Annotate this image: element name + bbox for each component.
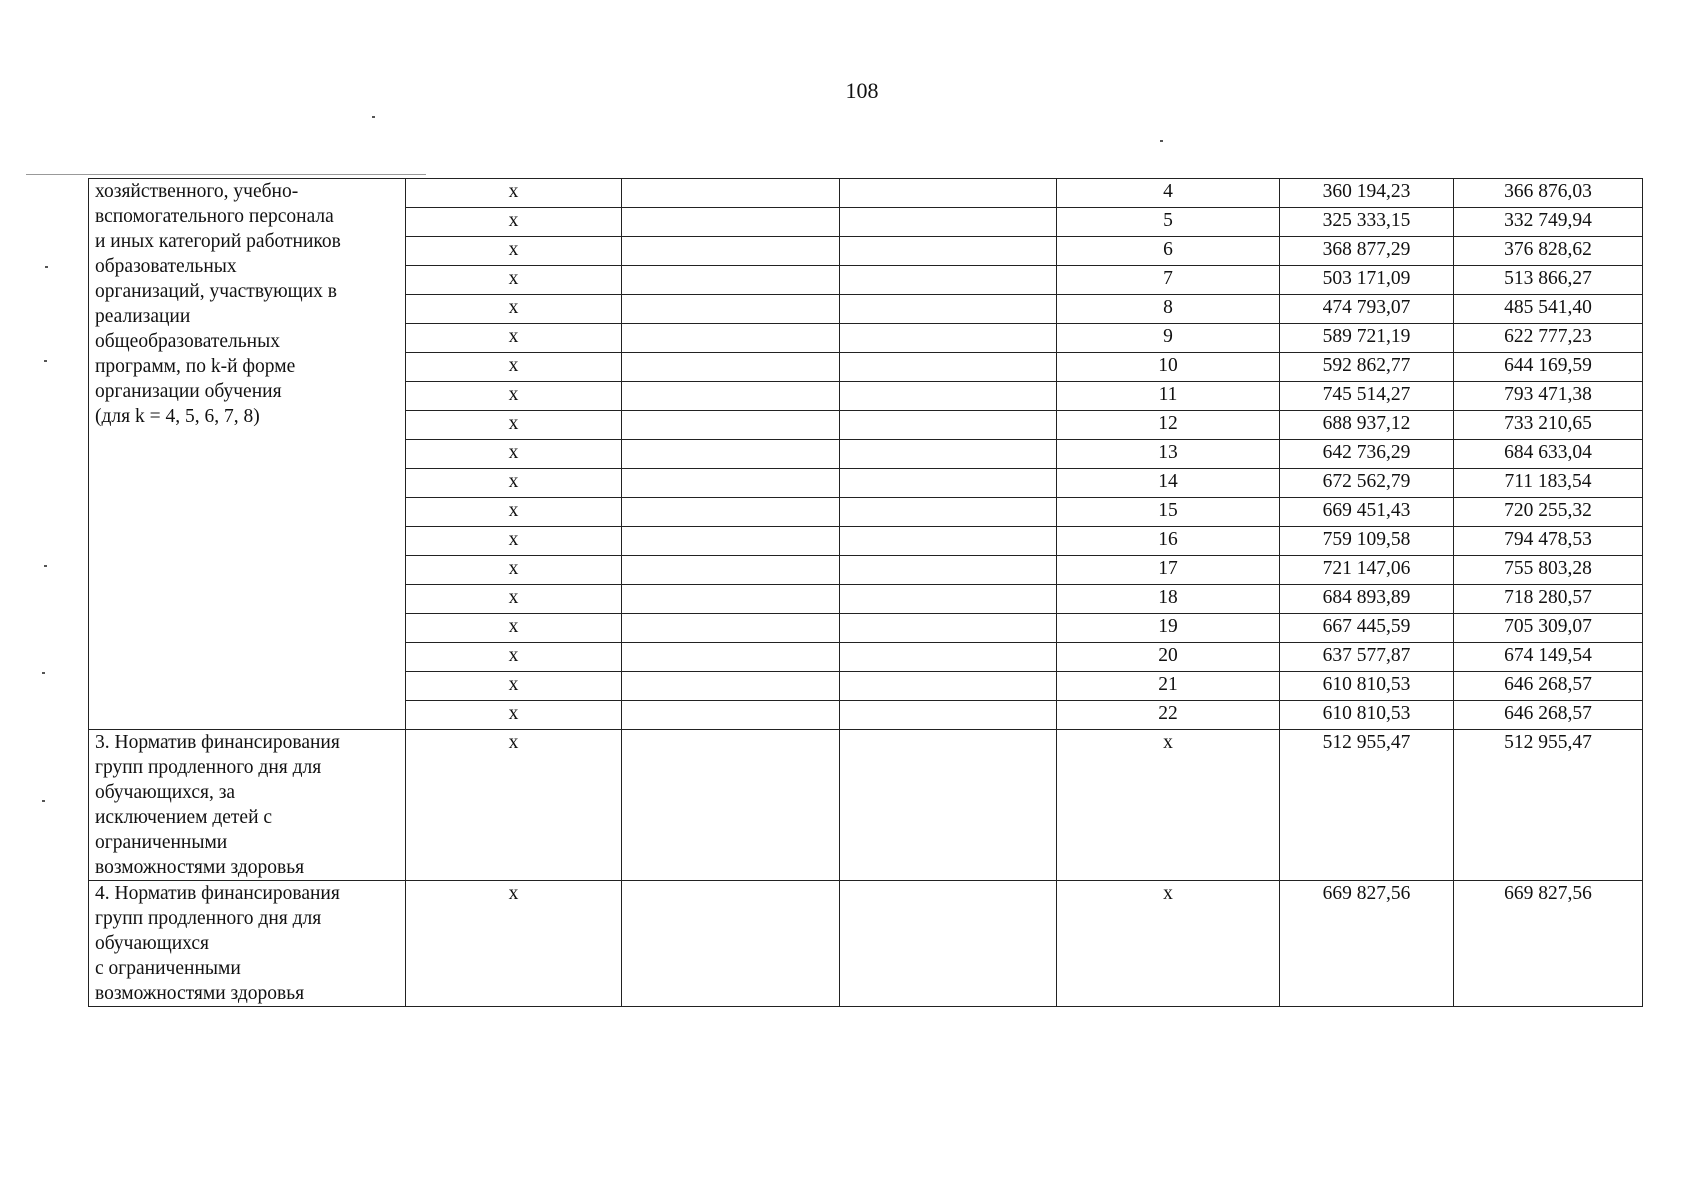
description-line: возможностями здоровья bbox=[95, 983, 305, 1004]
scan-line bbox=[26, 174, 426, 175]
table-row-section4 bbox=[89, 881, 1643, 1007]
empty-cell bbox=[622, 585, 840, 614]
x-mark-cell: х bbox=[406, 411, 622, 440]
empty-cell bbox=[840, 527, 1057, 556]
value-cell-2: 332 749,94 bbox=[1454, 208, 1643, 237]
value-cell-2: 376 828,62 bbox=[1454, 237, 1643, 266]
value-cell-2: 513 866,27 bbox=[1454, 266, 1643, 295]
value-cell-2: 705 309,07 bbox=[1454, 614, 1643, 643]
empty-cell bbox=[840, 411, 1057, 440]
value-cell-1: 610 810,53 bbox=[1280, 701, 1454, 730]
x-mark-cell: х bbox=[406, 730, 622, 881]
empty-cell bbox=[840, 556, 1057, 585]
value-cell-2: 485 541,40 bbox=[1454, 295, 1643, 324]
empty-cell bbox=[622, 469, 840, 498]
description-line: программ, по k-й форме bbox=[95, 356, 296, 377]
value-cell-2: 720 255,32 bbox=[1454, 498, 1643, 527]
value-cell-2: 366 876,03 bbox=[1454, 179, 1643, 208]
empty-cell bbox=[840, 643, 1057, 672]
x-mark-cell: х bbox=[406, 237, 622, 266]
x-mark-cell: х bbox=[406, 382, 622, 411]
k-index-cell: 13 bbox=[1057, 440, 1280, 469]
empty-cell bbox=[622, 353, 840, 382]
empty-cell bbox=[622, 440, 840, 469]
x-mark-cell: х bbox=[406, 469, 622, 498]
value-cell-2: 646 268,57 bbox=[1454, 672, 1643, 701]
financing-table bbox=[88, 178, 1643, 1007]
k-index-cell: 17 bbox=[1057, 556, 1280, 585]
empty-cell bbox=[622, 672, 840, 701]
empty-cell bbox=[622, 881, 840, 1007]
value-cell-2: 755 803,28 bbox=[1454, 556, 1643, 585]
description-line: 4. Норматив финансирования bbox=[95, 883, 340, 904]
description-line: и иных категорий работников bbox=[95, 231, 341, 252]
empty-cell bbox=[840, 672, 1057, 701]
x-mark-cell: х bbox=[406, 440, 622, 469]
empty-cell bbox=[840, 701, 1057, 730]
empty-cell bbox=[622, 730, 840, 881]
k-index-cell: х bbox=[1057, 881, 1280, 1007]
value-cell-1: 745 514,27 bbox=[1280, 382, 1454, 411]
value-cell-1: 474 793,07 bbox=[1280, 295, 1454, 324]
empty-cell bbox=[622, 324, 840, 353]
scan-speck bbox=[45, 266, 48, 268]
description-line: обучающихся bbox=[95, 933, 209, 954]
value-cell-1: 669 827,56 bbox=[1280, 881, 1454, 1007]
description-line: ограниченными bbox=[95, 832, 228, 853]
table-row bbox=[89, 179, 1643, 208]
empty-cell bbox=[622, 556, 840, 585]
k-index-cell: х bbox=[1057, 730, 1280, 881]
x-mark-cell: х bbox=[406, 295, 622, 324]
empty-cell bbox=[840, 324, 1057, 353]
empty-cell bbox=[622, 237, 840, 266]
value-cell-2: 669 827,56 bbox=[1454, 881, 1643, 1007]
table-row-section3 bbox=[89, 730, 1643, 881]
value-cell-1: 512 955,47 bbox=[1280, 730, 1454, 881]
empty-cell bbox=[840, 730, 1057, 881]
empty-cell bbox=[840, 382, 1057, 411]
empty-cell bbox=[622, 382, 840, 411]
row-description bbox=[89, 730, 406, 881]
x-mark-cell: х bbox=[406, 881, 622, 1007]
k-index-cell: 8 bbox=[1057, 295, 1280, 324]
empty-cell bbox=[840, 237, 1057, 266]
description-line: организации обучения bbox=[95, 381, 282, 402]
value-cell-2: 711 183,54 bbox=[1454, 469, 1643, 498]
empty-cell bbox=[840, 440, 1057, 469]
k-index-cell: 4 bbox=[1057, 179, 1280, 208]
empty-cell bbox=[622, 643, 840, 672]
value-cell-2: 512 955,47 bbox=[1454, 730, 1643, 881]
description-line: хозяйственного, учебно- bbox=[95, 181, 299, 202]
empty-cell bbox=[622, 527, 840, 556]
k-index-cell: 20 bbox=[1057, 643, 1280, 672]
x-mark-cell: х bbox=[406, 701, 622, 730]
value-cell-1: 610 810,53 bbox=[1280, 672, 1454, 701]
value-cell-1: 669 451,43 bbox=[1280, 498, 1454, 527]
description-line: организаций, участвующих в bbox=[95, 281, 337, 302]
empty-cell bbox=[840, 614, 1057, 643]
k-index-cell: 16 bbox=[1057, 527, 1280, 556]
scan-speck bbox=[44, 565, 47, 567]
value-cell-1: 672 562,79 bbox=[1280, 469, 1454, 498]
scan-speck bbox=[42, 800, 45, 802]
description-line: реализации bbox=[95, 306, 191, 327]
k-index-cell: 18 bbox=[1057, 585, 1280, 614]
x-mark-cell: х bbox=[406, 527, 622, 556]
x-mark-cell: х bbox=[406, 208, 622, 237]
empty-cell bbox=[622, 208, 840, 237]
x-mark-cell: х bbox=[406, 643, 622, 672]
description-line: общеобразовательных bbox=[95, 331, 280, 352]
value-cell-1: 325 333,15 bbox=[1280, 208, 1454, 237]
description-line: групп продленного дня для bbox=[95, 757, 322, 778]
value-cell-1: 688 937,12 bbox=[1280, 411, 1454, 440]
value-cell-2: 622 777,23 bbox=[1454, 324, 1643, 353]
x-mark-cell: х bbox=[406, 179, 622, 208]
page-number: 108 bbox=[845, 78, 879, 103]
x-mark-cell: х bbox=[406, 556, 622, 585]
value-cell-2: 718 280,57 bbox=[1454, 585, 1643, 614]
empty-cell bbox=[622, 411, 840, 440]
value-cell-2: 674 149,54 bbox=[1454, 643, 1643, 672]
k-index-cell: 5 bbox=[1057, 208, 1280, 237]
empty-cell bbox=[840, 208, 1057, 237]
x-mark-cell: х bbox=[406, 353, 622, 382]
scan-speck bbox=[1160, 140, 1163, 142]
description-line: с ограниченными bbox=[95, 958, 241, 979]
k-index-cell: 9 bbox=[1057, 324, 1280, 353]
empty-cell bbox=[840, 295, 1057, 324]
value-cell-2: 733 210,65 bbox=[1454, 411, 1643, 440]
x-mark-cell: х bbox=[406, 614, 622, 643]
empty-cell bbox=[622, 266, 840, 295]
value-cell-1: 592 862,77 bbox=[1280, 353, 1454, 382]
description-line: групп продленного дня для bbox=[95, 908, 322, 929]
empty-cell bbox=[840, 179, 1057, 208]
empty-cell bbox=[622, 295, 840, 324]
value-cell-2: 646 268,57 bbox=[1454, 701, 1643, 730]
scan-speck bbox=[372, 116, 375, 118]
empty-cell bbox=[840, 498, 1057, 527]
value-cell-2: 684 633,04 bbox=[1454, 440, 1643, 469]
description-line: возможностями здоровья bbox=[95, 857, 305, 878]
value-cell-2: 793 471,38 bbox=[1454, 382, 1643, 411]
description-line: 3. Норматив финансирования bbox=[95, 732, 340, 753]
value-cell-1: 721 147,06 bbox=[1280, 556, 1454, 585]
description-line: обучающихся, за bbox=[95, 782, 236, 803]
row-description bbox=[89, 881, 406, 1007]
table-body bbox=[89, 179, 1643, 1007]
value-cell-1: 667 445,59 bbox=[1280, 614, 1454, 643]
x-mark-cell: х bbox=[406, 672, 622, 701]
value-cell-1: 759 109,58 bbox=[1280, 527, 1454, 556]
value-cell-1: 637 577,87 bbox=[1280, 643, 1454, 672]
value-cell-2: 644 169,59 bbox=[1454, 353, 1643, 382]
row-description bbox=[89, 179, 406, 730]
k-index-cell: 10 bbox=[1057, 353, 1280, 382]
scan-speck bbox=[42, 672, 45, 674]
value-cell-1: 589 721,19 bbox=[1280, 324, 1454, 353]
k-index-cell: 21 bbox=[1057, 672, 1280, 701]
value-cell-2: 794 478,53 bbox=[1454, 527, 1643, 556]
value-cell-1: 642 736,29 bbox=[1280, 440, 1454, 469]
k-index-cell: 14 bbox=[1057, 469, 1280, 498]
k-index-cell: 19 bbox=[1057, 614, 1280, 643]
k-index-cell: 12 bbox=[1057, 411, 1280, 440]
description-line: вспомогательного персонала bbox=[95, 206, 334, 227]
x-mark-cell: х bbox=[406, 266, 622, 295]
empty-cell bbox=[622, 614, 840, 643]
empty-cell bbox=[622, 498, 840, 527]
empty-cell bbox=[840, 469, 1057, 498]
empty-cell bbox=[840, 353, 1057, 382]
empty-cell bbox=[622, 179, 840, 208]
x-mark-cell: х bbox=[406, 324, 622, 353]
value-cell-1: 360 194,23 bbox=[1280, 179, 1454, 208]
k-index-cell: 11 bbox=[1057, 382, 1280, 411]
description-line: (для k = 4, 5, 6, 7, 8) bbox=[95, 406, 260, 427]
empty-cell bbox=[840, 266, 1057, 295]
k-index-cell: 22 bbox=[1057, 701, 1280, 730]
value-cell-1: 684 893,89 bbox=[1280, 585, 1454, 614]
value-cell-1: 503 171,09 bbox=[1280, 266, 1454, 295]
x-mark-cell: х bbox=[406, 498, 622, 527]
k-index-cell: 7 bbox=[1057, 266, 1280, 295]
value-cell-1: 368 877,29 bbox=[1280, 237, 1454, 266]
empty-cell bbox=[840, 881, 1057, 1007]
x-mark-cell: х bbox=[406, 585, 622, 614]
description-line: образовательных bbox=[95, 256, 237, 277]
k-index-cell: 6 bbox=[1057, 237, 1280, 266]
empty-cell bbox=[840, 585, 1057, 614]
scan-speck bbox=[44, 360, 47, 362]
empty-cell bbox=[622, 701, 840, 730]
description-line: исключением детей с bbox=[95, 807, 273, 828]
k-index-cell: 15 bbox=[1057, 498, 1280, 527]
